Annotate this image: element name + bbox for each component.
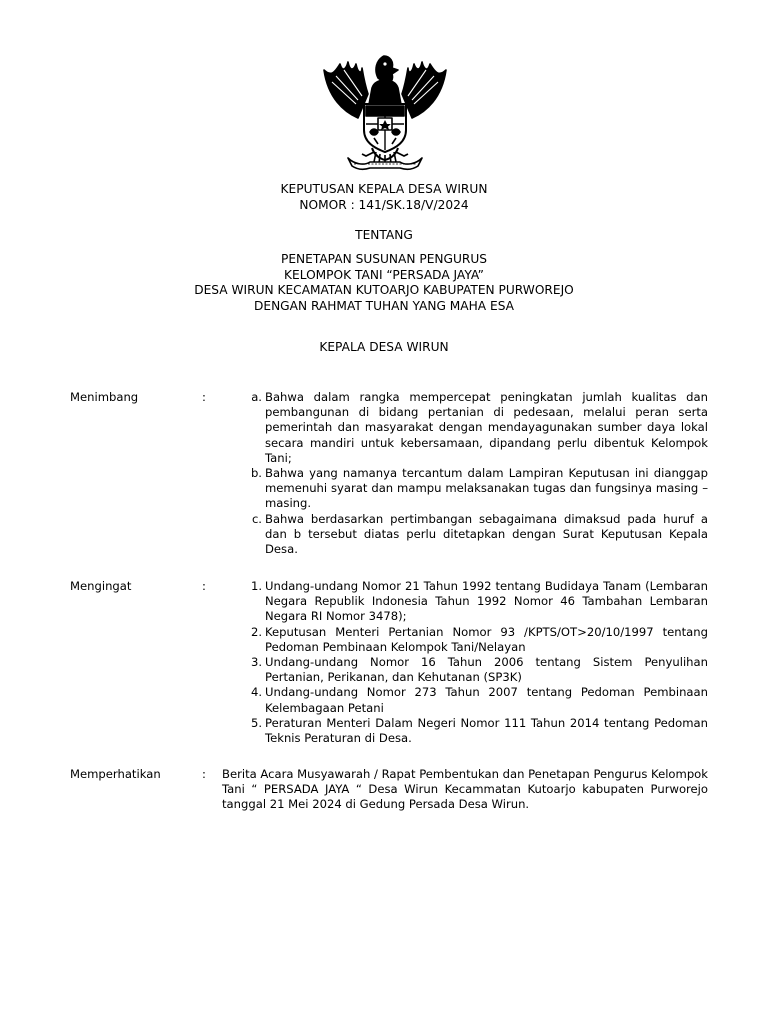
decree-subject-line: DENGAN RAHMAT TUHAN YANG MAHA ESA [253, 298, 515, 313]
list-item-text: Bahwa berdasarkan pertimbangan sebagaimana dimaksud pada huruf a dan b tersebut diatas perlu ditetapkan dengan Surat Keputusan Kepala Desa. [265, 511, 708, 557]
list-item-marker: 1. [250, 579, 262, 593]
decree-subject [0, 252, 768, 314]
list-item-marker: a. [251, 390, 262, 404]
garuda-pancasila-emblem-icon [318, 48, 452, 172]
decree-title [0, 182, 768, 213]
list-item-marker: 5. [250, 715, 262, 730]
list-item [240, 390, 708, 466]
mengingat-list [240, 579, 708, 746]
list-item-text: Peraturan Menteri Dalam Negeri Nomor 111 Tahun 2014 tentang Pedoman Teknis Peraturan di Desa. [265, 715, 708, 746]
decree-number: NOMOR : 141/SK.18/V/2024 [299, 197, 469, 212]
menimbang-list [240, 390, 708, 557]
list-item [240, 625, 708, 655]
list-item [240, 685, 708, 715]
list-item [240, 466, 708, 512]
list-item-marker: c. [251, 511, 262, 526]
authority-label: KEPALA DESA WIRUN [319, 340, 449, 354]
list-item [240, 579, 708, 625]
list-item-marker: b. [250, 466, 262, 481]
list-item-text: Bahwa yang namanya tercantum dalam Lampiran Keputusan ini dianggap memenuhi syarat dan mampu melaksanakan tugas dan fungsinya masing – masing. [265, 466, 708, 511]
list-item [240, 512, 708, 558]
tentang-heading [0, 228, 768, 244]
section-colon: : [202, 767, 206, 781]
list-item-text: Undang-undang Nomor 273 Tahun 2007 tentang Pedoman Pembinaan Kelembagaan Petani [265, 685, 708, 715]
tentang-label: TENTANG [355, 228, 413, 242]
authority-heading [0, 340, 768, 356]
section-colon: : [202, 390, 206, 404]
list-item-text: Bahwa dalam rangka mempercepat peningkatan jumlah kualitas dan pembangunan di bidang pertanian di pedesaan, melalui peran serta pemerintah dan masyarakat dengan mendayagunakan sumber daya lokal secara mandiri untuk kebersamaan, dipandang perlu dibentuk Kelompok Tani; [265, 390, 708, 465]
section-label: Menimbang [70, 390, 139, 404]
decree-subject-line: KELOMPOK TANI “PERSADA JAYA” [284, 267, 484, 282]
decree-subject-line: PENETAPAN SUSUNAN PENGURUS [280, 252, 487, 266]
decree-subject-line: DESA WIRUN KECAMATAN KUTOARJO KABUPATEN PURWOREJO [194, 283, 574, 297]
list-item-marker: 4. [250, 685, 262, 700]
section-colon: : [202, 579, 206, 593]
list-item-marker: 2. [250, 624, 262, 639]
section-label: Mengingat [70, 579, 132, 593]
list-item-text: Undang-undang Nomor 16 Tahun 2006 tentang Sistem Penyulihan Pertanian, Perikanan, dan Kehutanan (SP3K) [265, 655, 708, 685]
list-item-marker: 3. [250, 655, 262, 670]
list-item-text: Undang-undang Nomor 21 Tahun 1992 tentang Budidaya Tanam (Lembaran Negara Republik Indonesia Tahun 1992 Nomor 46 Tambahan Lembaran Negara RI Nomor 3478); [265, 579, 708, 624]
decree-title-line: KEPUTUSAN KEPALA DESA WIRUN [280, 182, 488, 196]
list-item [240, 716, 708, 746]
list-item [240, 655, 708, 685]
section-label: Memperhatikan [70, 767, 161, 781]
memperhatikan-text: Berita Acara Musyawarah / Rapat Pembentukan dan Penetapan Pengurus Kelompok Tani “ PERSADA JAYA “ Desa Wirun Kecammatan Kutoarjo kabupaten Purworejo tanggal 21 Mei 2024 di Gedung Persada Desa Wirun. [222, 767, 708, 812]
list-item-text: Keputusan Menteri Pertanian Nomor 93 /KPTS/OT>20/10/1997 tentang Pedoman Pembinaan Kelompok Tani/Nelayan [265, 624, 708, 654]
